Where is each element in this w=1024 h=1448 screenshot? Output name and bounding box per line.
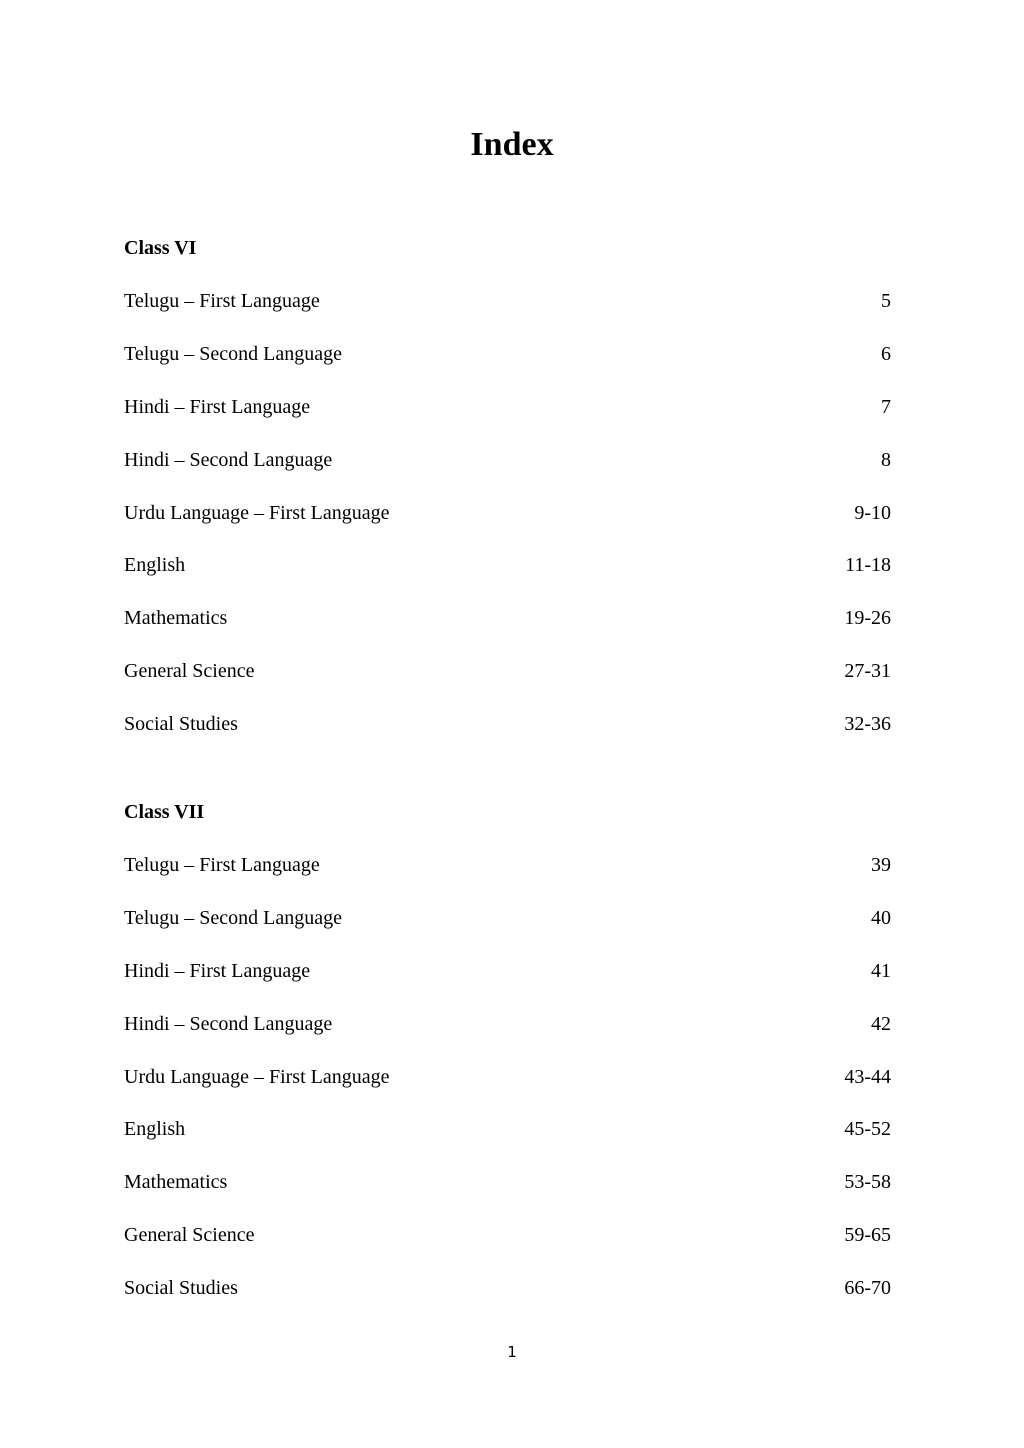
index-entry [124,342,891,367]
index-section-class-vii [124,800,891,1329]
index-entry [124,448,891,473]
entry-subject: Urdu Language – First Language [124,1065,390,1088]
index-entry [124,289,891,314]
page-number: 1 [507,1343,517,1361]
entry-subject: Hindi – First Language [124,959,311,982]
index-entry [124,659,891,684]
index-entry [124,395,891,420]
entry-pages: 39 [871,854,891,876]
index-entry [124,906,891,931]
entry-subject: General Science [124,1224,255,1247]
entry-subject: Telugu – Second Language [124,342,342,365]
entry-subject: Hindi – Second Language [124,448,333,471]
entry-pages: 5 [881,290,891,312]
section-heading: Class VII [124,801,205,823]
index-entry [124,1065,891,1090]
index-entry [124,1276,891,1301]
index-entry [124,959,891,984]
entry-pages: 32-36 [844,713,891,736]
index-entry [124,501,891,526]
index-section-class-vi [124,236,891,765]
entry-pages: 8 [881,448,891,471]
entry-pages: 66-70 [844,1277,891,1300]
entry-subject: Mathematics [124,1171,228,1194]
entry-subject: English [124,1118,186,1141]
entry-subject: Telugu – Second Language [124,906,342,929]
entry-pages: 45-52 [844,1118,891,1141]
entry-pages: 42 [871,1012,891,1035]
entry-pages: 9-10 [854,501,891,524]
entry-pages: 53-58 [844,1171,891,1194]
page-title: Index [470,126,554,163]
index-entry [124,1012,891,1037]
entry-subject: Urdu Language – First Language [124,501,390,524]
entry-subject: Social Studies [124,1277,238,1300]
entry-subject: Hindi – Second Language [124,1012,333,1035]
index-entry [124,1223,891,1248]
index-entry [124,606,891,631]
entry-subject: Hindi – First Language [124,395,311,418]
entry-pages: 41 [871,959,891,982]
entry-pages: 7 [881,395,891,418]
index-entry [124,1117,891,1142]
entry-pages: 19-26 [844,607,891,630]
entry-subject: Mathematics [124,607,228,630]
entry-subject: Telugu – First Language [124,854,320,876]
index-entry [124,712,891,737]
section-heading: Class VI [124,237,197,259]
entry-pages: 6 [881,342,891,365]
entry-pages: 43-44 [844,1065,891,1088]
entry-subject: Telugu – First Language [124,290,320,312]
entry-pages: 27-31 [844,660,891,683]
index-entry [124,1170,891,1195]
entry-pages: 11-18 [845,554,891,577]
entry-subject: Social Studies [124,713,238,736]
index-entry-list [124,853,891,1301]
index-entry-list [124,289,891,737]
entry-pages: 40 [871,906,891,929]
entry-pages: 59-65 [844,1224,891,1247]
index-entry [124,853,891,878]
index-entry [124,553,891,578]
entry-subject: General Science [124,660,255,683]
entry-subject: English [124,554,186,577]
